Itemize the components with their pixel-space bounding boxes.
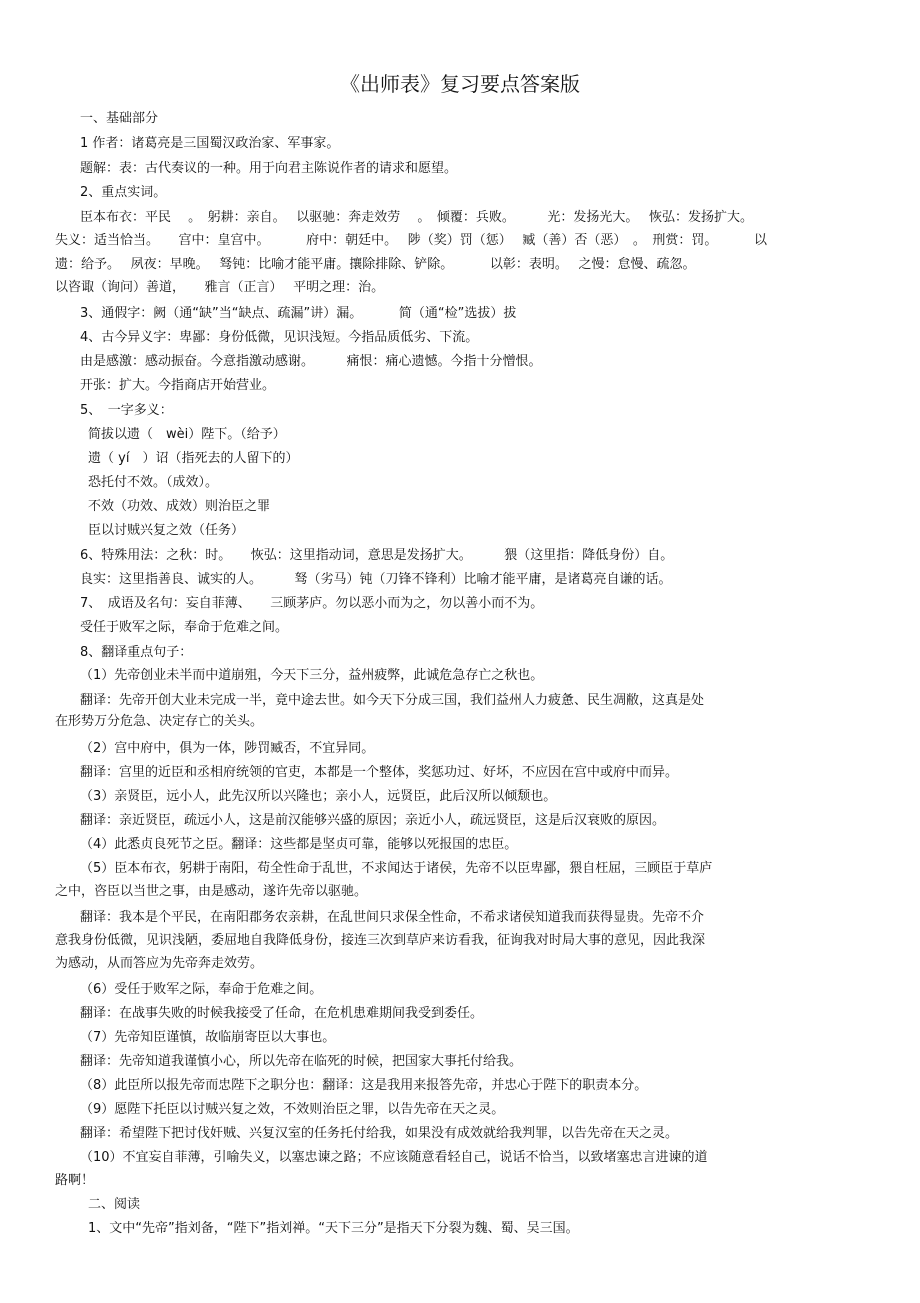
text-line: 之中，咨臣以当世之事，由是感动，遂许先帝以驱驰。 [55,884,368,899]
text-line: 翻译：希望陛下把讨伐奸贼、兴复汉室的任务托付给我，如果没有成效就给我判罪，以告先帝在天之灵。 [80,1126,679,1141]
text-line: （10）不宜妄自菲薄，引喻失义，以塞忠谏之路；不应该随意看轻自己，说话不恰当，以致堵塞忠言进谏的道 [80,1150,708,1165]
text-line: 为感动，从而答应为先帝奔走效劳。 [55,956,264,971]
text-line: 失义：适当恰当。 宫中：皇宫中。 府中：朝廷中。 陟（奖）罚（惩） 臧（善）否（恶） 。 刑赏：罚。 以 [55,233,768,248]
text-line: （2）宫中府中，俱为一体，陟罚臧否，不宜异同。 [80,741,375,756]
text-line: 5、 一字多义： [80,403,173,418]
text-line: 1、文中“先帝”指刘备，“陛下”指刘禅。“天下三分”是指天下分裂为魏、蜀、吴三国。 [88,1221,579,1236]
text-line: 简拔以遗（ wèi）陛下。（给予） [88,427,286,442]
text-line: （9）愿陛下托臣以讨贼兴复之效，不效则治臣之罪，以告先帝在天之灵。 [80,1102,505,1117]
text-line: 翻译：我本是个平民，在南阳郡务农亲耕，在乱世间只求保全性命，不希求诸侯知道我而获得显贵。先帝不介 [80,910,705,925]
text-line: （4）此悉贞良死节之臣。翻译：这些都是坚贞可靠，能够以死报国的忠臣。 [80,837,518,852]
text-line: 翻译：先帝知道我谨慎小心，所以先帝在临死的时候，把国家大事托付给我。 [80,1054,523,1069]
text-line: 6、特殊用法：之秋：时。 恢弘：这里指动词，意思是发扬扩大。 猥（这里指：降低身份）自。 [80,548,674,563]
section-heading-reading: 二、阅读 [88,1197,141,1212]
text-line: 受任于败军之际，奉命于危难之间。 [80,620,289,635]
text-line: 意我身份低微，见识浅陋，委屈地自我降低身份，接连三次到草庐来访看我，征询我对时局大事的意见，因此我深 [55,933,706,948]
text-line: 3、通假字：阙（通“缺”当“缺点、疏漏”讲）漏。 简（通“检”选拔）拔 [80,306,517,321]
text-line: 翻译：亲近贤臣，疏远小人，这是前汉能够兴盛的原因；亲近小人，疏远贤臣，这是后汉衰败的原因。 [80,813,666,828]
text-line: 路啊！ [55,1173,95,1188]
text-line: 由是感激：感动振奋。今意指激动感谢。 痛恨：痛心遗憾。今指十分憎恨。 [80,354,542,369]
text-line: （6）受任于败军之际，奉命于危难之间。 [80,982,323,997]
text-line: 臣本布衣：平民 。 躬耕：亲自。 以驱驰：奔走效劳 。 倾覆：兵败。 光：发扬光大。 恢弘：发扬扩大。 [80,210,754,225]
text-line: （1）先帝创业未半而中道崩殂，今天下三分，益州疲弊，此诚危急存亡之秋也。 [80,668,544,683]
text-line: 8、翻译重点句子： [80,645,193,660]
text-line: 4、古今异义字：卑鄙：身份低微，见识浅短。今指品质低劣、下流。 [80,330,479,345]
text-line: （5）臣本布衣，躬耕于南阳，苟全性命于乱世，不求闻达于诸侯，先帝不以臣卑鄙，猥自枉屈，三顾臣于草庐 [80,861,713,876]
text-line: 翻译：在战事失败的时候我接受了任命，在危机患难期间我受到委任。 [80,1006,484,1021]
text-line: 2、重点实词。 [80,185,167,200]
text-line: 以咨诹（询问）善道， 雅言（正言） 平明之理：治。 [55,280,385,295]
text-line: 臣以讨贼兴复之效（任务） [88,523,245,538]
text-line: 不效（功效、成效）则治臣之罪 [88,499,271,514]
section-heading-basics: 一、基础部分 [80,111,159,126]
text-line: 良实：这里指善良、诚实的人。 驽（劣马）钝（刀锋不锋利）比喻才能平庸，是诸葛亮自谦的话。 [80,572,672,587]
text-line: 翻译：宫里的近臣和丞相府统领的官吏，本都是一个整体，奖惩功过、好坏，不应因在宫中或府中而异。 [80,765,679,780]
text-line: 7、 成语及名句：妄自菲薄、 三顾茅庐。勿以恶小而为之，勿以善小而不为。 [80,596,544,611]
text-line: 翻译：先帝开创大业未完成一半，竟中途去世。如今天下分成三国，我们益州人力疲惫、民生凋敝，这真是处 [80,693,705,708]
text-line: （8）此臣所以报先帝而忠陛下之职分也：翻译：这是我用来报答先帝，并忠心于陛下的职责本分。 [80,1078,648,1093]
text-line: （7）先帝知臣谨慎，故临崩寄臣以大事也。 [80,1030,336,1045]
text-line: 遗：给予。 夙夜：早晚。 驽钝：比喻才能平庸。攘除排除、铲除。 以彰：表明。 之慢：怠慢、疏忽。 [55,257,696,272]
text-line: 恐托付不效。（成效）。 [88,475,219,490]
text-line: 在形势万分危急、决定存亡的关头。 [55,714,264,729]
text-line: 题解：表：古代奏议的一种。用于向君主陈说作者的请求和愿望。 [80,161,458,176]
document-title: 《出师表》复习要点答案版 [340,72,580,96]
text-line: 开张：扩大。今指商店开始营业。 [80,378,276,393]
text-line: 1 作者：诸葛亮是三国蜀汉政治家、军事家。 [80,136,340,151]
text-line: （3）亲贤臣，远小人，此先汉所以兴隆也；亲小人，远贤臣，此后汉所以倾颓也。 [80,789,557,804]
text-line: 遗（ yí ）诏（指死去的人留下的） [88,451,299,466]
